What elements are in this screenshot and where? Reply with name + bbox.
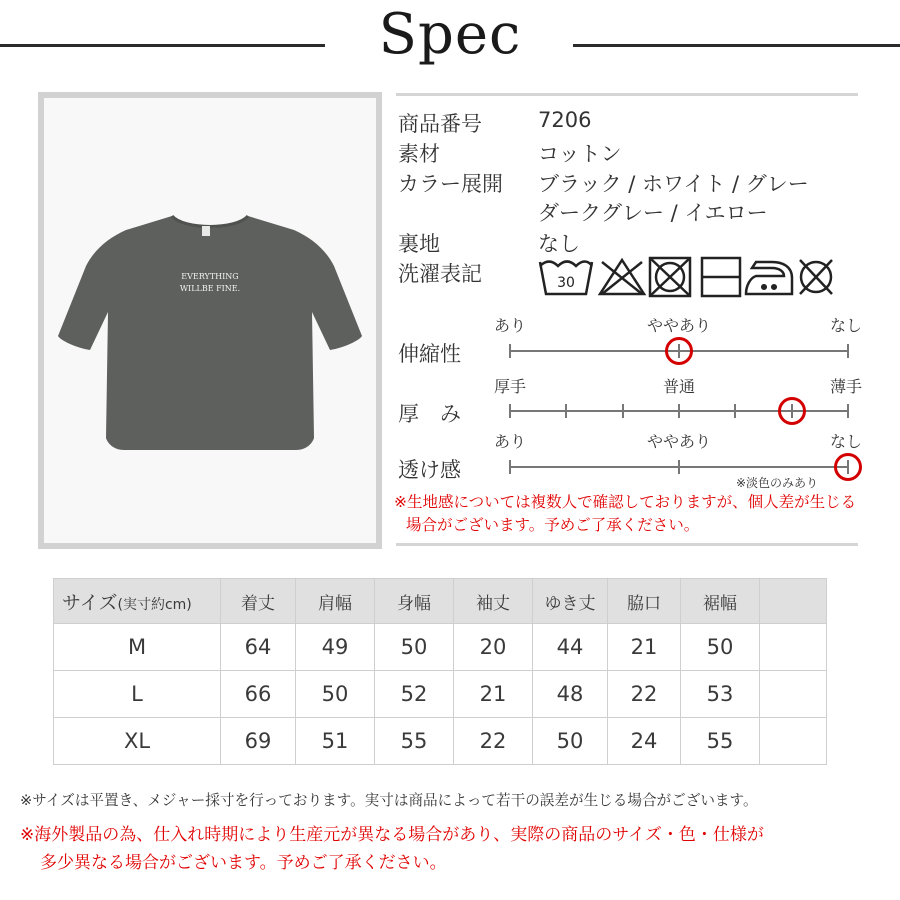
size-cell: M (54, 624, 221, 671)
table-cell: 52 (375, 671, 454, 718)
table-cell: 49 (296, 624, 375, 671)
column-header: 裾幅 (681, 579, 760, 624)
svg-text:30: 30 (557, 275, 575, 291)
scale-caption-middle: 普通 (662, 377, 696, 396)
spec-label-lining: 裏地 (398, 232, 440, 256)
table-cell-empty (760, 624, 827, 671)
column-header: 肩幅 (296, 579, 375, 624)
table-cell: 55 (375, 718, 454, 765)
table-cell: 55 (681, 718, 760, 765)
column-header: ゆき丈 (533, 579, 608, 624)
size-table-header (54, 579, 827, 624)
tshirt-body (58, 216, 362, 450)
scale-label: 透け感 (398, 458, 461, 482)
spec-value-lining: なし (538, 232, 580, 256)
scale-tick (565, 404, 567, 418)
scale-caption-left: 厚手 (494, 377, 527, 396)
table-row (54, 624, 827, 671)
column-header: 袖丈 (454, 579, 533, 624)
table-cell: 50 (681, 624, 760, 671)
wash-30-icon (540, 262, 592, 295)
scale-caption-left: あり (494, 432, 527, 451)
spec-label-colors: カラー展開 (398, 172, 503, 196)
measure-note: ※サイズは平置き、メジャー採寸を行っております。実寸は商品によって若干の誤差が生じる場合がございます。 (20, 792, 758, 809)
spec-value-colors-line2: ダークグレー / イエロー (538, 201, 768, 225)
spec-label-material: 素材 (398, 142, 440, 166)
size-table (53, 578, 827, 765)
scale-label: 厚 み (398, 402, 461, 426)
spec-value-material: コットン (538, 142, 622, 166)
table-cell: 50 (375, 624, 454, 671)
spec-bottom-divider (396, 543, 858, 546)
spec-value-product-number: 7206 (538, 108, 592, 132)
table-cell: 22 (454, 718, 533, 765)
scale-note: ※淡色のみあり (736, 476, 819, 490)
table-cell: 21 (608, 624, 681, 671)
overseas-note-line-1: ※海外製品の為、仕入れ時期により生産元が異なる場合があり、実際の商品のサイズ・色・仕様が (20, 825, 764, 845)
spec-value-colors: ブラック / ホワイト / グレー (538, 172, 809, 196)
tshirt-tag (202, 226, 210, 236)
table-cell: 44 (533, 624, 608, 671)
spec-label-care: 洗濯表記 (398, 262, 482, 286)
line-dry-icon (702, 258, 740, 296)
size-cell: XL (54, 718, 221, 765)
scale-selected-marker (665, 337, 693, 365)
no-tumble-dry-icon (650, 258, 690, 296)
table-cell: 50 (296, 671, 375, 718)
print-line-2: WILLBE FINE. (179, 284, 241, 293)
scale-caption-right: なし (829, 316, 862, 335)
iron-low-icon (746, 262, 792, 294)
scale-tick (509, 344, 511, 358)
column-header: 着丈 (221, 579, 296, 624)
scale-caption-right: なし (829, 432, 862, 451)
table-row (54, 671, 827, 718)
table-cell-empty (760, 718, 827, 765)
scale-tick (509, 404, 511, 418)
page-title: Spec (378, 2, 522, 67)
table-cell: 50 (533, 718, 608, 765)
no-bleach-icon (600, 260, 644, 294)
scale-caption-left: あり (494, 316, 527, 335)
size-header-unit: (実寸約cm) (117, 596, 192, 613)
product-image (44, 98, 376, 543)
scale-disclaimer-line-2: 場合がございます。予めご了承ください。 (406, 516, 700, 534)
table-cell: 69 (221, 718, 296, 765)
table-cell: 51 (296, 718, 375, 765)
table-cell: 20 (454, 624, 533, 671)
spec-label-product-number: 商品番号 (398, 112, 482, 136)
size-header-label: サイズ (62, 591, 118, 614)
scale-tick (509, 460, 511, 474)
care-icons (536, 254, 838, 300)
overseas-note-line-2: 多少異なる場合がございます。予めご了承ください。 (40, 853, 447, 873)
table-cell: 21 (454, 671, 533, 718)
scale-tick (622, 404, 624, 418)
size-header-cell (54, 579, 221, 624)
scale-tick (847, 404, 849, 418)
table-cell: 22 (608, 671, 681, 718)
table-cell: 66 (221, 671, 296, 718)
table-cell: 53 (681, 671, 760, 718)
table-cell: 48 (533, 671, 608, 718)
scale-tick (678, 460, 680, 474)
scale-selected-marker (834, 453, 862, 481)
scale-tick (734, 404, 736, 418)
print-line-1: EVERYTHING (181, 272, 239, 281)
size-cell: L (54, 671, 221, 718)
scale-caption-middle: ややあり (646, 432, 712, 451)
scale-tick (678, 404, 680, 418)
spec-top-divider (396, 93, 858, 96)
scale-disclaimer-line-1: ※生地感については複数人で確認しておりますが、個人差が生じる (394, 493, 857, 511)
column-header: 脇口 (608, 579, 681, 624)
no-dry-clean-icon (800, 260, 832, 294)
scale-caption-middle: ややあり (646, 316, 712, 335)
scale-label: 伸縮性 (398, 342, 461, 366)
column-header-empty (760, 579, 827, 624)
column-header: 身幅 (375, 579, 454, 624)
table-cell: 64 (221, 624, 296, 671)
scale-caption-right: 薄手 (829, 377, 862, 396)
scale-selected-marker (778, 397, 806, 425)
table-row (54, 718, 827, 765)
table-cell-empty (760, 671, 827, 718)
table-cell: 24 (608, 718, 681, 765)
scale-tick (847, 344, 849, 358)
